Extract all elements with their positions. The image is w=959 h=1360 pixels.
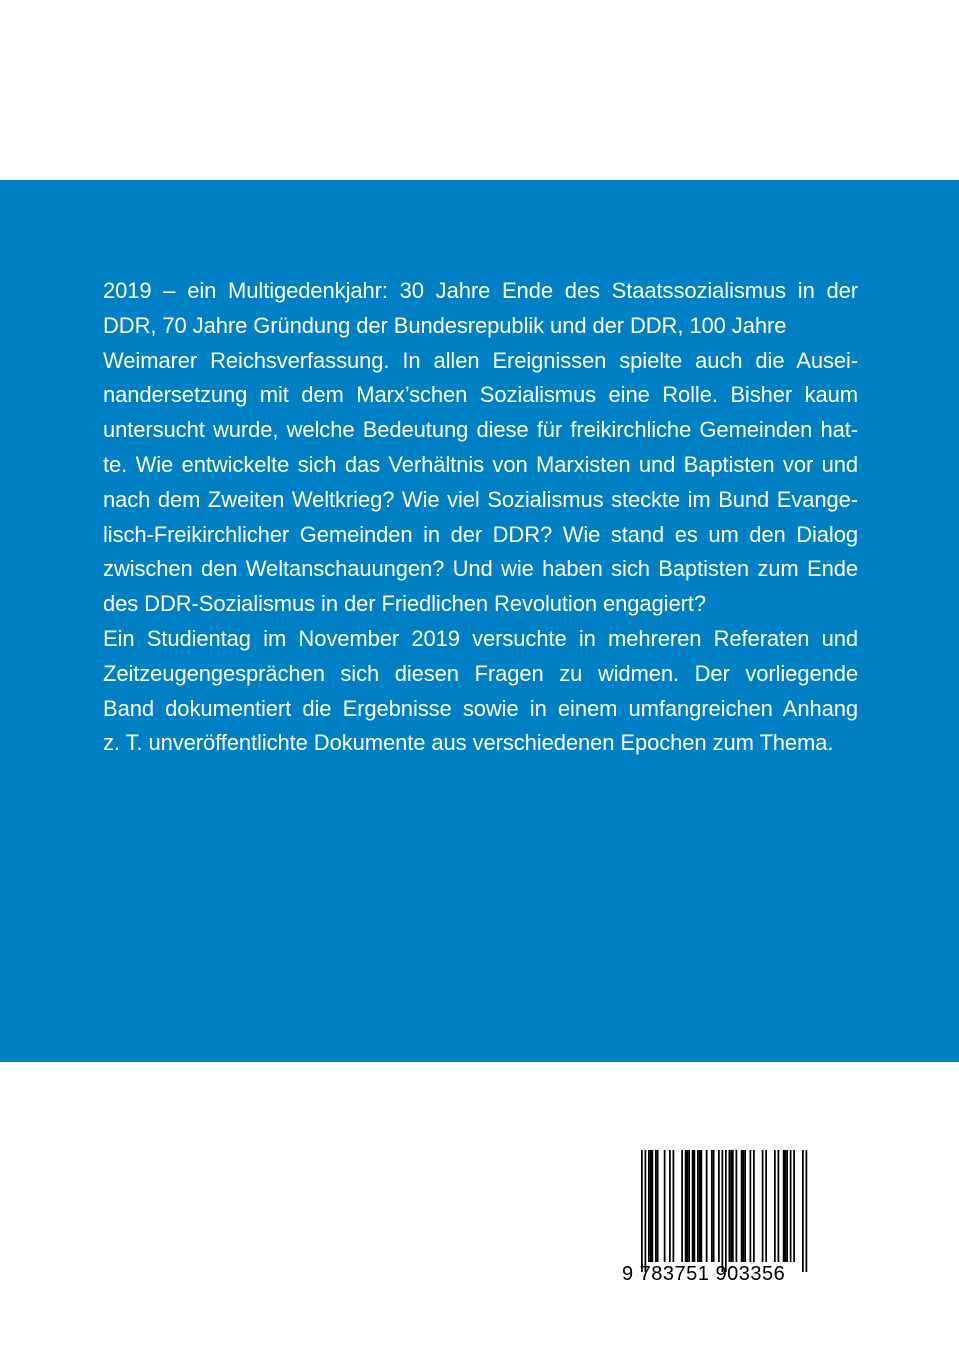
barcode-bar: [743, 1150, 745, 1262]
blurb-line: untersucht wurde, welche Bedeutung diese für freikirchliche Gemeinden hat-: [103, 417, 858, 443]
barcode-bar: [790, 1150, 792, 1262]
barcode-bar: [786, 1150, 788, 1262]
barcode-bar: [729, 1150, 731, 1262]
barcode-bar: [750, 1150, 752, 1262]
barcode-bar: [753, 1150, 755, 1262]
barcode-bar: [783, 1150, 785, 1262]
barcode-bar: [793, 1150, 795, 1262]
barcode-bar: [692, 1150, 694, 1262]
barcode-bar: [722, 1150, 724, 1272]
isbn-barcode: [622, 1148, 810, 1288]
barcode-bar: [687, 1150, 689, 1262]
barcode-bar: [736, 1150, 738, 1262]
blurb-line: des DDR-Sozialismus in der Friedlichen Revolution engagiert?: [103, 591, 706, 617]
barcode-bar: [778, 1150, 780, 1262]
barcode-bar: [732, 1150, 734, 1262]
barcode-bar: [664, 1150, 666, 1262]
barcode-bar: [645, 1150, 647, 1272]
blurb-line: Band dokumentiert die Ergebnisse sowie in einem umfangreichen Anhang: [103, 695, 858, 721]
blurb-line: nandersetzung mit dem Marx’schen Sozialismus eine Rolle. Bisher kaum: [103, 382, 858, 408]
barcode-bar: [641, 1150, 643, 1272]
barcode-bar: [713, 1150, 715, 1262]
blurb-line: DDR, 70 Jahre Gründung der Bundesrepublik und der DDR, 100 Jahre: [103, 312, 787, 338]
barcode-bar: [685, 1150, 687, 1262]
barcode-bar: [701, 1150, 703, 1262]
barcode-bar: [718, 1150, 720, 1262]
blurb-line: z. T. unveröffentlichte Dokumente aus verschiedenen Epochen zum Thema.: [103, 730, 834, 756]
blurb-line: 2019 – ein Multigedenkjahr: 30 Jahre Ende des Staatssozialismus in der: [103, 278, 858, 303]
barcode-bar: [741, 1150, 743, 1262]
barcode-bar: [681, 1150, 683, 1262]
barcode-bar: [711, 1150, 713, 1262]
back-cover-blurb: [103, 274, 858, 761]
barcode-digits: 9 783751 903356: [622, 1263, 786, 1285]
barcode-bar: [673, 1150, 675, 1262]
barcode-bar: [744, 1150, 746, 1262]
barcode-bar: [652, 1150, 654, 1262]
barcode-bar: [725, 1150, 727, 1272]
blurb-line: Zeitzeugengesprächen sich diesen Fragen zu widmen. Der vorliegende: [103, 660, 858, 686]
barcode-bar: [806, 1150, 808, 1272]
barcode-bar: [669, 1150, 671, 1262]
barcode-bar: [699, 1150, 701, 1262]
blurb-line: zwischen den Weltanschauungen? Und wie haben sich Baptisten zum Ende: [103, 556, 858, 582]
blurb-line: lisch-Freikirchlicher Gemeinden in der DDR? Wie stand es um den Dialog: [103, 521, 858, 547]
barcode-bar: [730, 1150, 732, 1262]
blurb-line: Weimarer Reichsverfassung. In allen Ereignissen spielte auch die Ausei-: [103, 347, 858, 373]
barcode-bar: [762, 1150, 764, 1262]
blurb-line: nach dem Zweiten Weltkrieg? Wie viel Sozialismus steckte im Bund Evange-: [103, 486, 858, 512]
blurb-line: Ein Studientag im November 2019 versuchte in mehreren Referaten und: [103, 625, 858, 651]
barcode-bar: [657, 1150, 659, 1262]
barcode-bar: [648, 1150, 650, 1262]
barcode-bar: [688, 1150, 690, 1262]
barcode-bar: [785, 1150, 787, 1262]
barcode-bar: [694, 1150, 696, 1262]
barcode-bar: [650, 1150, 652, 1262]
barcode-bar: [774, 1150, 776, 1262]
barcode-bar: [655, 1150, 657, 1262]
barcode-bar: [765, 1150, 767, 1262]
barcode-bar: [697, 1150, 699, 1262]
blurb-line: te. Wie entwickelte sich das Verhältnis von Marxisten und Baptisten vor und: [103, 451, 858, 477]
barcode-bar: [802, 1150, 804, 1272]
barcode-bar: [706, 1150, 708, 1262]
